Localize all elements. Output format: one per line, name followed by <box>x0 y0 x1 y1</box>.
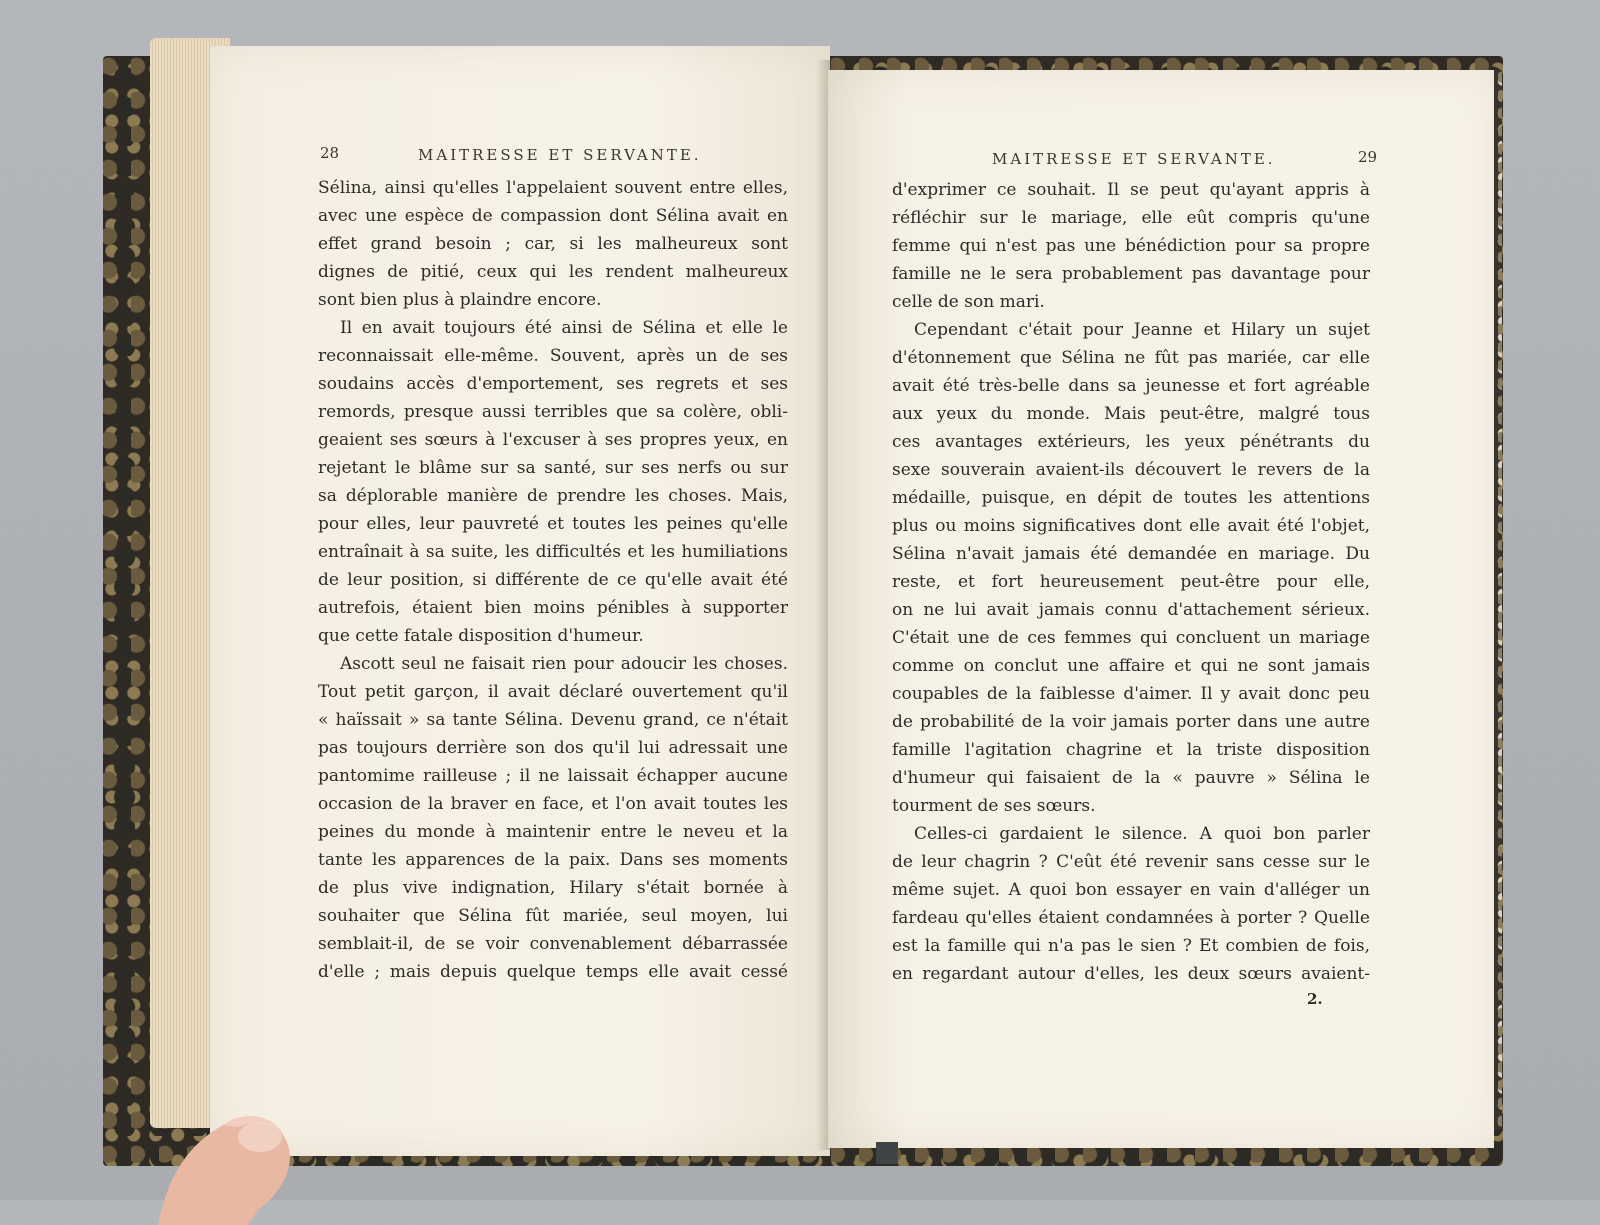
text-line: famille l'agitation chagrine et la triste disposition <box>892 740 1370 760</box>
text-line: ces avantages extérieurs, les yeux pénétrants du <box>892 432 1370 452</box>
text-line: sexe souverain avaient-ils découvert le revers de la <box>892 460 1370 480</box>
text-line: Sélina n'avait jamais été demandée en mariage. Du <box>892 544 1370 564</box>
text-line: avait été très-belle dans sa jeunesse et fort agréable <box>892 376 1370 396</box>
text-line: de probabilité de la voir jamais porter dans une autre <box>892 712 1370 732</box>
text-line: « haïssait » sa tante Sélina. Devenu grand, ce n'était <box>318 710 788 730</box>
text-line: C'était une de ces femmes qui concluent un mariage <box>892 628 1370 648</box>
text-line: de plus vive indignation, Hilary s'était bornée à <box>318 878 788 898</box>
text-line: soudains accès d'emportement, ses regrets et ses <box>318 374 788 394</box>
text-line: médaille, puisque, en dépit de toutes les attentions <box>892 488 1370 508</box>
text-line: Celles-ci gardaient le silence. A quoi bon parler <box>914 824 1370 844</box>
text-line: en regardant autour d'elles, les deux sœurs avaient- <box>892 964 1370 984</box>
bookmark-ribbon <box>876 1142 898 1164</box>
text-line: d'étonnement que Sélina ne fût pas mariée, car elle <box>892 348 1370 368</box>
text-line: entraînait à sa suite, les difficultés et les humiliations <box>318 542 788 562</box>
text-line: peines du monde à maintenir entre le neveu et la <box>318 822 788 842</box>
text-line: rejetant le blâme sur sa santé, sur ses nerfs ou sur <box>318 458 788 478</box>
thumb-icon <box>148 1085 298 1225</box>
text-line: tourment de ses sœurs. <box>892 796 1096 816</box>
left-page-text <box>318 174 788 986</box>
text-line: occasion de la braver en face, et l'on avait toutes les <box>318 794 788 814</box>
text-line: Il en avait toujours été ainsi de Sélina et elle le <box>340 318 788 338</box>
text-line: autrefois, étaient bien moins pénibles à supporter <box>318 598 788 618</box>
text-line: de leur position, si différente de ce qu'elle avait été <box>318 570 788 590</box>
text-line: geaient ses sœurs à l'excuser à ses propres yeux, en <box>318 430 788 450</box>
right-page-text <box>892 176 1370 988</box>
left-page <box>210 46 830 1156</box>
text-line: famille ne le sera probablement pas davantage pour <box>892 264 1370 284</box>
text-line: pantomime railleuse ; il ne laissait échapper aucune <box>318 766 788 786</box>
text-line: réfléchir sur le mariage, elle eût compris qu'une <box>892 208 1370 228</box>
text-line: dignes de pitié, ceux qui les rendent malheureux <box>318 262 788 282</box>
text-line: d'humeur qui faisaient de la « pauvre » Sélina le <box>892 768 1370 788</box>
right-running-head: MAITRESSE ET SERVANTE. <box>992 150 1276 168</box>
text-line: remords, presque aussi terribles que sa colère, obli- <box>318 402 788 422</box>
text-line: plus ou moins significatives dont elle avait été l'objet, <box>892 516 1370 536</box>
text-line: avec une espèce de compassion dont Sélina avait en <box>318 206 788 226</box>
text-line: comme on conclut une affaire et qui ne sont jamais <box>892 656 1370 676</box>
text-line: est la famille qui n'a pas le sien ? Et combien de fois, <box>892 936 1370 956</box>
text-line: tante les apparences de la paix. Dans ses moments <box>318 850 788 870</box>
right-page <box>828 70 1494 1148</box>
text-line: Sélina, ainsi qu'elles l'appelaient souvent entre elles, <box>318 178 788 198</box>
text-line: d'exprimer ce souhait. Il se peut qu'ayant appris à <box>892 180 1370 200</box>
text-line: souhaiter que Sélina fût mariée, seul moyen, lui <box>318 906 788 926</box>
text-line: pas toujours derrière son dos qu'il lui adressait une <box>318 738 788 758</box>
text-line: Tout petit garçon, il avait déclaré ouvertement qu'il <box>318 682 788 702</box>
text-line: effet grand besoin ; car, si les malheureux sont <box>318 234 788 254</box>
text-line: semblait-il, de se voir convenablement débarrassée <box>318 934 788 954</box>
text-line: aux yeux du monde. Mais peut-être, malgré tous <box>892 404 1370 424</box>
text-line: coupables de la faiblesse d'aimer. Il y avait donc peu <box>892 684 1370 704</box>
text-line: d'elle ; mais depuis quelque temps elle avait cessé <box>318 962 788 982</box>
text-line: Ascott seul ne faisait rien pour adoucir les choses. <box>340 654 788 674</box>
signature-mark: 2. <box>1307 990 1323 1008</box>
text-line: on ne lui avait jamais connu d'attachement sérieux. <box>892 600 1370 620</box>
left-page-number: 28 <box>320 144 340 162</box>
text-line: de leur chagrin ? C'eût été revenir sans cesse sur le <box>892 852 1370 872</box>
text-line: fardeau qu'elles étaient condamnées à porter ? Quelle <box>892 908 1370 928</box>
text-line: reconnaissait elle-même. Souvent, après un de ses <box>318 346 788 366</box>
text-line: celle de son mari. <box>892 292 1045 312</box>
text-line: même sujet. A quoi bon essayer en vain d'alléger un <box>892 880 1370 900</box>
text-line: sa déplorable manière de prendre les choses. Mais, <box>318 486 788 506</box>
text-line: pour elles, leur pauvreté et toutes les peines qu'elle <box>318 514 788 534</box>
text-line: que cette fatale disposition d'humeur. <box>318 626 644 646</box>
text-line: sont bien plus à plaindre encore. <box>318 290 602 310</box>
text-line: reste, et fort heureusement peut-être pour elle, <box>892 572 1370 592</box>
text-line: femme qui n'est pas une bénédiction pour sa propre <box>892 236 1370 256</box>
right-page-number: 29 <box>1358 148 1378 166</box>
text-line: Cependant c'était pour Jeanne et Hilary un sujet <box>914 320 1370 340</box>
left-running-head: MAITRESSE ET SERVANTE. <box>418 146 702 164</box>
